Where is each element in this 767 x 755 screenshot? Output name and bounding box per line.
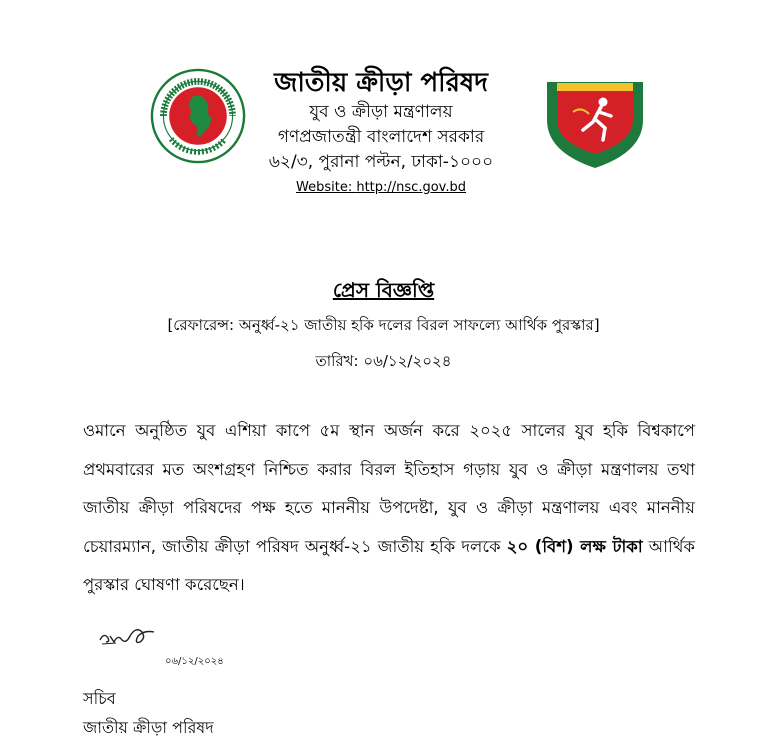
body-text-part: আর্থিক পুরস্কার ঘোষণা করেছেন। (83, 536, 695, 594)
signatory-designation: সচিব (83, 689, 116, 708)
letterhead (248, 66, 514, 198)
address: ৬২/৩, পুরানা পল্টন, ঢাকা-১০০০ (268, 152, 494, 172)
national-sports-council-seal-icon (543, 72, 647, 170)
press-release-title: প্রেস বিজ্ঞপ্তি (332, 278, 435, 302)
press-release-body (83, 412, 695, 605)
press-release-reference: [রেফারেন্স: অনুর্ধ্ব-২১ জাতীয় হকি দলের বিরল সাফল্যে আর্থিক পুরস্কার] (167, 316, 600, 334)
body-text-part: ওমানে অনুষ্ঠিত যুব এশিয়া কাপে ৫ম স্থান অর্জন করে ২০২৫ সালের যুব হকি বিশ্বকাপে প্রথমবারের মত অংশগ্রহণ নিশ্চিত করার বিরল ইতিহাস গড়ায় যুব ও ক্রীড়া মন্ত্রণালয় তথা জাতীয় ক্রীড়া পরিষদের পক্ষ হতে মাননীয় উপদেষ্টা, যুব ও ক্রীড়া মন্ত্রণালয় এবং মাননীয় চেয়ারম্যান, জাতীয় ক্রীড়া পরিষদ অনুর্ধ্ব-২১ জাতীয় হকি দলকে (83, 421, 695, 556)
press-release-date: তারিখ: ০৬/১২/২০২৪ (315, 352, 452, 370)
signatory-block (83, 684, 214, 742)
signatory-organization: জাতীয় ক্রীড়া পরিষদ (83, 718, 214, 737)
website-label: Website: (296, 180, 357, 195)
signature-date: ০৬/১২/২০২৪ (165, 656, 224, 667)
website-link[interactable]: http://nsc.gov.bd (356, 180, 466, 195)
organization-name: জাতীয় ক্রীড়া পরিষদ (274, 68, 488, 98)
website-line (248, 178, 514, 198)
government-name: গণপ্রজাতন্ত্রী বাংলাদেশ সরকার (277, 127, 485, 147)
award-amount: ২০ (বিশ) লক্ষ টাকা (506, 536, 643, 556)
signature-icon (96, 622, 160, 648)
bangladesh-government-seal-icon (150, 68, 246, 164)
ministry-name: যুব ও ক্রীড়া মন্ত্রণালয় (309, 102, 453, 122)
